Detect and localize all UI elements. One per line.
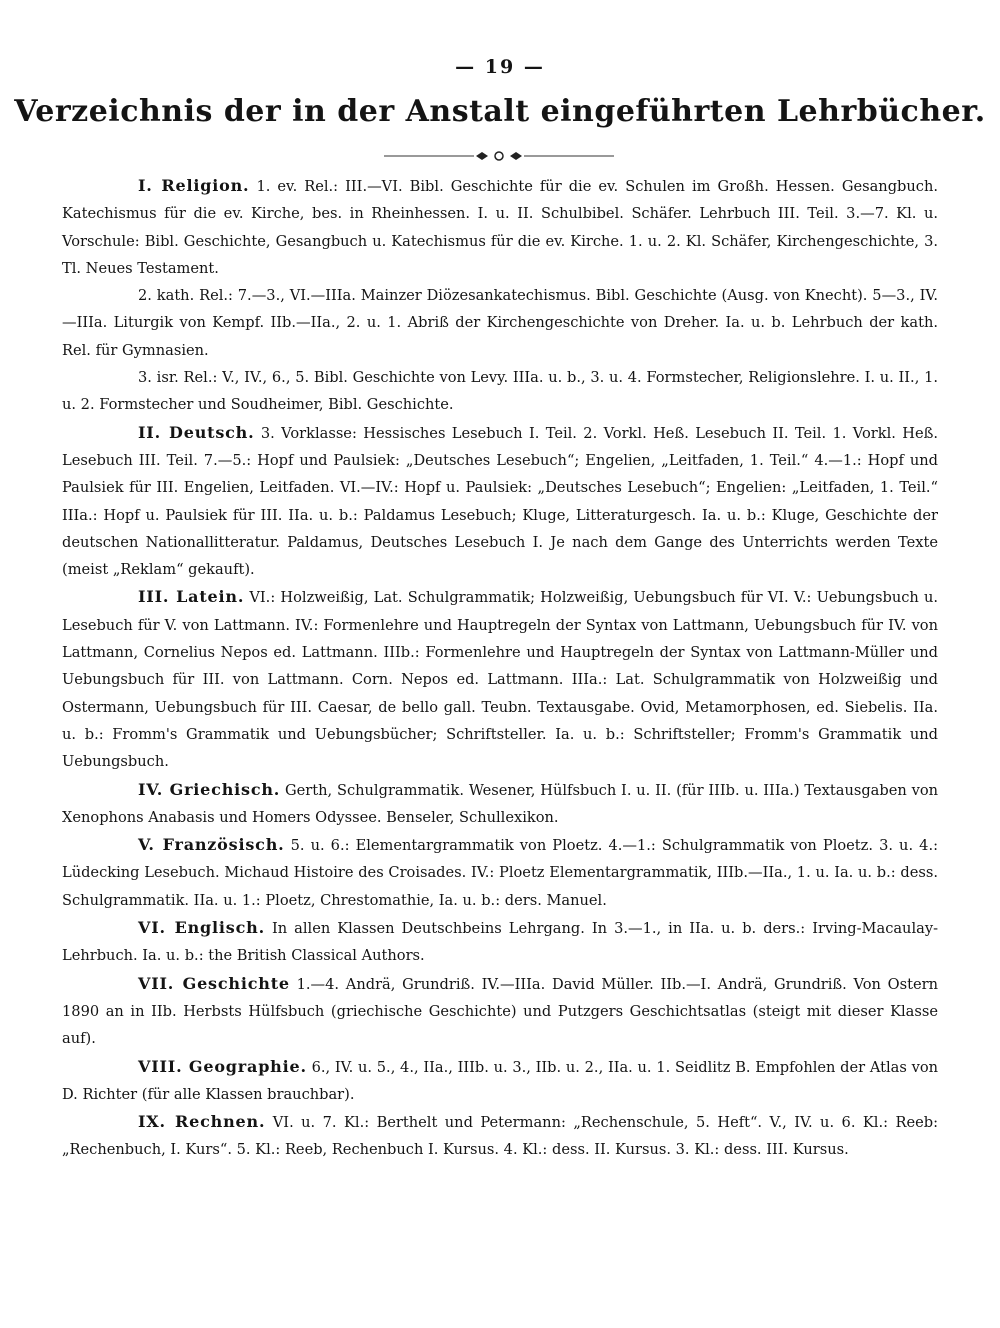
- section-text: 3. Vorklasse: Hessisches Lesebuch I. Teil. 2. Vorkl. Heß. Lesebuch II. Teil. 1. Vorkl. Heß. Lesebuch III. Teil. 7.—5.: Hopf und Paulsiek: „Deutsches Lesebuch“; Engelien, „Leitfaden, 1. Teil.“ 4.—1.: Hopf und Paulsiek für III. Engelien, Leitfaden. VI.—IV.: Hopf u. Paulsiek: „Deutsches Lesebuch“; Engelien: „Leitfaden, 1. Teil.“ IIIa.: Hopf u. Paulsiek für III. IIa. u. b.: Paldamus Lesebuch; Kluge, Litteraturgesch. Ia. u. b.: Kluge, Geschichte der deutschen Nationallitteratur. Paldamus, Deutsches Lesebuch I. Je nach dem Gange des Unterrichts werden Texte (meist „Reklam“ gekauft).: [62, 424, 938, 579]
- section-text: 1. ev. Rel.: III.—VI. Bibl. Geschichte für die ev. Schulen im Großh. Hessen. Gesangbuch. Katechismus für die ev. Kirche, bes. in Rheinhessen. I. u. II. Schulbibel. Schäfer. Lehrbuch III. Teil. 3.—7. Kl. u. Vorschule: Bibl. Geschichte, Gesangbuch u. Katechismus für die ev. Kirche. 1. u. 2. Kl. Schäfer, Kirchengeschichte, 3. Tl. Neues Testament.: [62, 178, 938, 277]
- section-religion-israelite: [62, 364, 938, 419]
- section-heading: VIII. Geographie.: [138, 1056, 307, 1076]
- section-heading: IX. Rechnen.: [138, 1112, 266, 1132]
- page-title: Verzeichnis der in der Anstalt eingeführten Lehrbücher.: [14, 94, 986, 129]
- section-geschichte: [62, 970, 938, 1053]
- section-text: 5. u. 6.: Elementargrammatik von Ploetz. 4.—1.: Schulgrammatik von Ploetz. 3. u. 4.: Lüdecking Lesebuch. Michaud Histoire des Croisades. IV.: Ploetz Elementargrammatik, IIIb.—IIa., 1. u. Ia. u. b.: dess. Schulgrammatik. IIa. u. 1.: Ploetz, Chrestomathie, Ia. u. b.: ders. Manuel.: [62, 837, 939, 909]
- section-rechnen: [62, 1108, 938, 1164]
- section-franzoesisch: [62, 831, 938, 914]
- section-text: In allen Klassen Deutschbeins Lehrgang. In 3.—1., in IIa. u. b. ders.: Irving-Macaulay-Lehrbuch. Ia. u. b.: the British Classical Authors.: [62, 920, 939, 965]
- section-text: 1.—4. Andrä, Grundriß. IV.—IIIa. David Müller. IIb.—I. Andrä, Grundriß. Von Ostern 1890 an in IIb. Herbsts Hülfsbuch (griechische Geschichte) und Putzgers Geschichtsatlas (steigt mit dieser Klasse auf).: [62, 975, 938, 1048]
- section-latein: [62, 583, 938, 775]
- section-religion: [62, 172, 938, 282]
- section-heading: III. Latein.: [138, 587, 245, 607]
- section-text: VI.: Holzweißig, Lat. Schulgrammatik; Holzweißig, Uebungsbuch für VI. V.: Uebungsbuch u. Lesebuch für V. von Lattmann. IV.: Formenlehre und Hauptregeln der Syntax von Lattmann, Uebungsbuch für IV. von Lattmann, Cornelius Nepos ed. Lattmann. IIIb.: Formenlehre und Hauptregeln der Syntax von Lattmann-Müller und Uebungsbuch für III. von Lattmann. Corn. Nepos ed. Lattmann. IIIa.: Lat. Schulgrammatik von Holzweißig und Ostermann, Uebungsbuch für III. Caesar, de bello gall. Teubn. Textausgabe. Ovid, Metamorphosen, ed. Siebelis. IIa. u. b.: Fromm's Grammatik und Uebungsbücher; Schriftsteller. Ia. u. b.: Schriftsteller; Fromm's Grammatik und Uebungsbuch.: [62, 589, 938, 771]
- textbook-list: [62, 172, 938, 1164]
- section-heading: VII. Geschichte: [138, 973, 290, 993]
- section-heading: V. Französisch.: [138, 835, 285, 855]
- section-heading: VI. Englisch.: [138, 918, 265, 938]
- section-englisch: [62, 914, 938, 970]
- section-deutsch: [62, 419, 938, 584]
- section-heading: I. Religion.: [138, 176, 250, 195]
- section-geographie: [62, 1053, 938, 1109]
- section-text: 3. isr. Rel.: V., IV., 6., 5. Bibl. Geschichte von Levy. IIIa. u. b., 3. u. 4. Formstecher, Religionslehre. I. u. II., 1. u. 2. Formstecher und Soudheimer, Bibl. Geschichte.: [62, 369, 938, 414]
- section-griechisch: [62, 776, 938, 832]
- page-number: — 19 —: [455, 56, 545, 78]
- section-text: 6., IV. u. 5., 4., IIa., IIIb. u. 3., IIb. u. 2., IIa. u. 1. Seidlitz B. Empfohlen der Atlas von D. Richter (für alle Klassen brauchbar).: [62, 1058, 938, 1103]
- section-religion-catholic: [62, 282, 938, 364]
- section-text: 2. kath. Rel.: 7.—3., VI.—IIIa. Mainzer Diözesankatechismus. Bibl. Geschichte (Ausg. von Knecht). 5—3., IV.—IIIa. Liturgik von Kempf. IIb.—IIa., 2. u. 1. Abriß der Kirchengeschichte von Dreher. Ia. u. b. Lehrbuch der kath. Rel. für Gymnasien.: [62, 287, 938, 359]
- ornament-divider-icon: [384, 146, 614, 166]
- section-heading: IV. Griechisch.: [138, 779, 281, 799]
- section-text: VI. u. 7. Kl.: Berthelt und Petermann: „Rechenschule, 5. Heft“. V., IV. u. 6. Kl.: Reeb: „Rechenbuch, I. Kurs“. 5. Kl.: Reeb, Rechenbuch I. Kursus. 4. Kl.: dess. II. Kursus. 3. Kl.: dess. III. Kursus.: [62, 1114, 938, 1159]
- section-heading: II. Deutsch.: [138, 422, 255, 442]
- section-text: Gerth, Schulgrammatik. Wesener, Hülfsbuch I. u. II. (für IIIb. u. IIIa.) Textausgaben von Xenophons Anabasis und Homers Odyssee. Benseler, Schullexikon.: [62, 781, 939, 826]
